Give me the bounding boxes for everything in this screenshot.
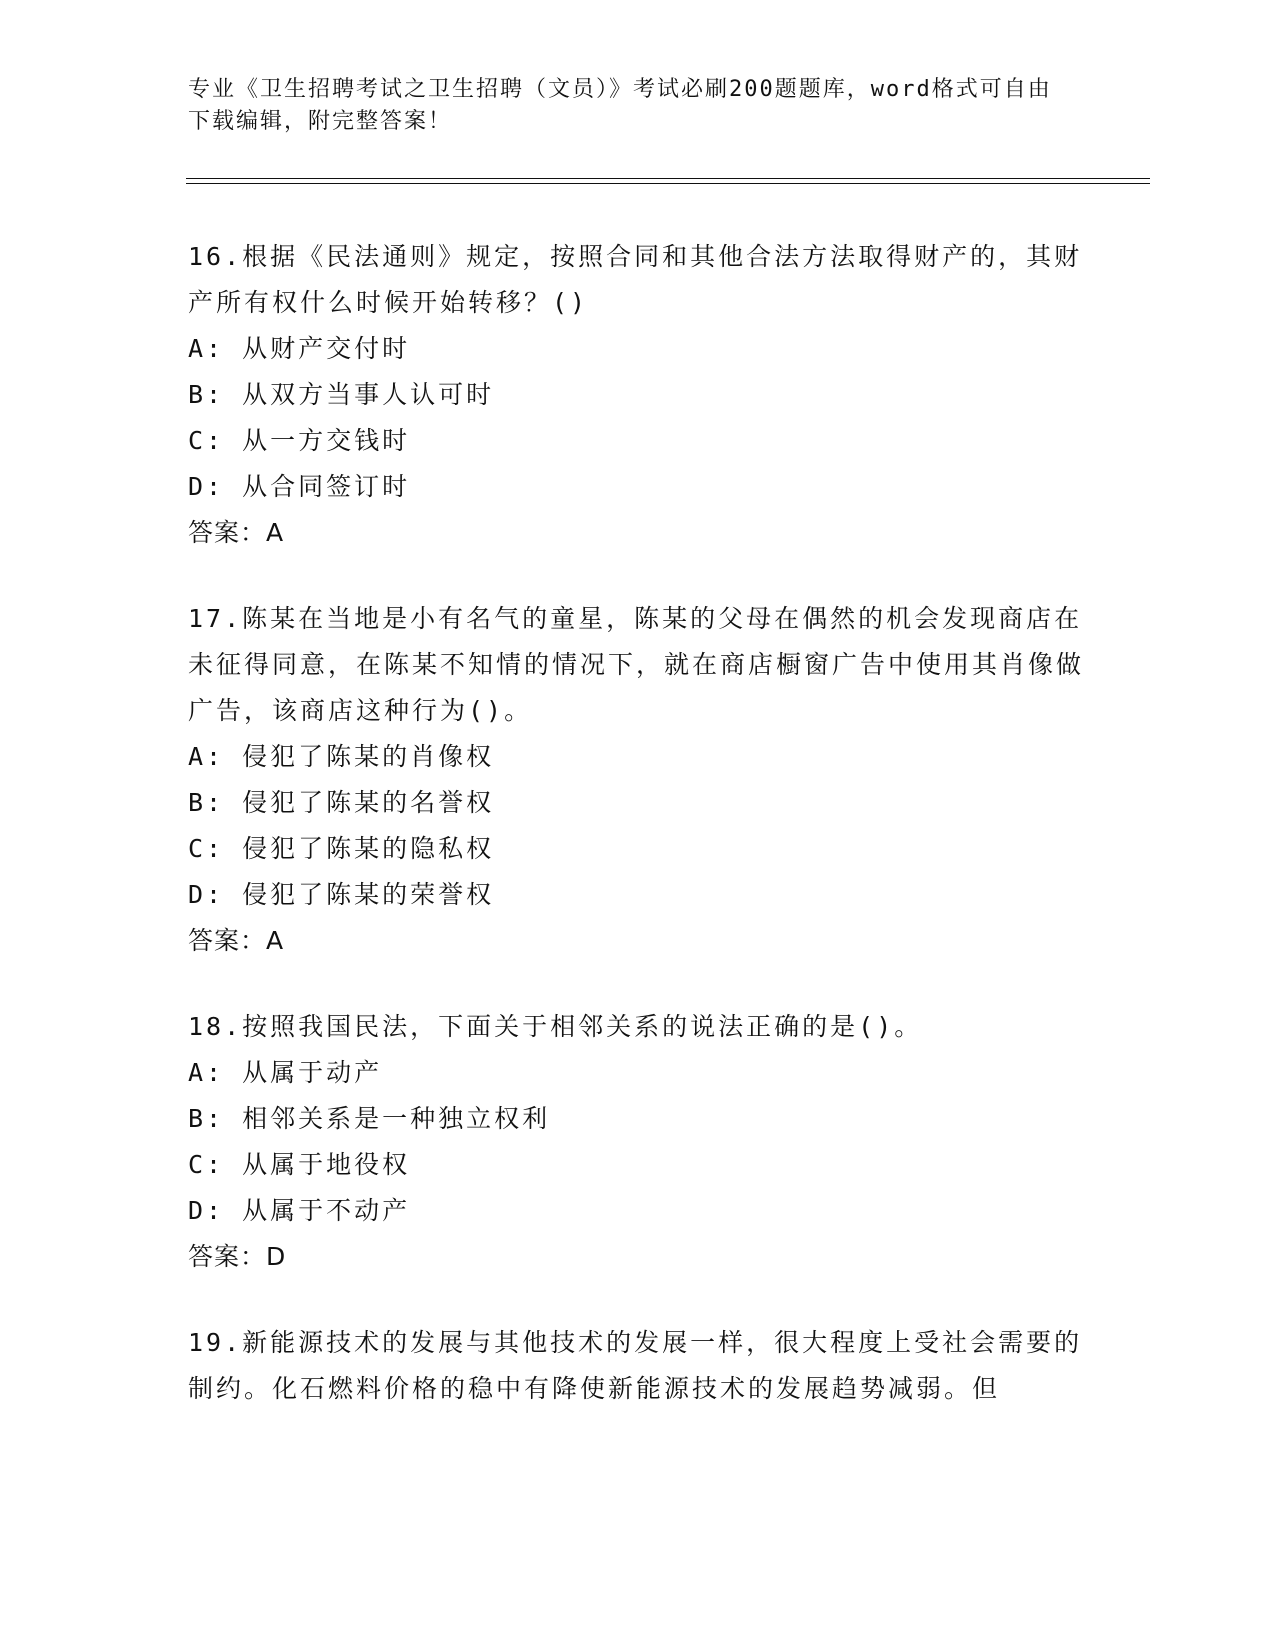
option-b: B: 从双方当事人认可时 bbox=[188, 380, 495, 409]
answer-line: 答案：A bbox=[188, 518, 285, 547]
header-rule-bottom bbox=[186, 183, 1150, 184]
question-stem: 17.陈某在当地是小有名气的童星，陈某的父母在偶然的机会发现商店在未征得同意，在陈某不知情的情况下，就在商店橱窗广告中使用其肖像做广告，该商店这种行为()。 bbox=[188, 604, 1085, 725]
option-d: D: 从合同签订时 bbox=[188, 472, 411, 501]
answer-line: 答案：D bbox=[188, 1242, 287, 1271]
header-rule-top bbox=[186, 178, 1150, 179]
document-header-title: 专业《卫生招聘考试之卫生招聘（文员）》考试必刷200题题库，word格式可自由下载编辑，附完整答案！ bbox=[188, 77, 1052, 134]
option-b: B: 相邻关系是一种独立权利 bbox=[188, 1104, 551, 1133]
question-17 bbox=[188, 596, 1088, 964]
option-c: C: 从属于地役权 bbox=[188, 1150, 411, 1179]
question-stem: 18.按照我国民法，下面关于相邻关系的说法正确的是()。 bbox=[188, 1012, 923, 1041]
option-c: C: 侵犯了陈某的隐私权 bbox=[188, 834, 495, 863]
option-a: A: 侵犯了陈某的肖像权 bbox=[188, 742, 495, 771]
option-d: D: 侵犯了陈某的荣誉权 bbox=[188, 880, 495, 909]
question-stem: 16.根据《民法通则》规定，按照合同和其他合法方法取得财产的，其财产所有权什么时候开始转移？() bbox=[188, 242, 1083, 317]
question-18 bbox=[188, 1004, 1088, 1280]
question-stem: 19.新能源技术的发展与其他技术的发展一样，很大程度上受社会需要的制约。化石燃料价格的稳中有降使新能源技术的发展趋势减弱。但 bbox=[188, 1328, 1083, 1403]
question-19 bbox=[188, 1320, 1088, 1412]
option-c: C: 从一方交钱时 bbox=[188, 426, 411, 455]
option-d: D: 从属于不动产 bbox=[188, 1196, 411, 1225]
option-a: A: 从属于动产 bbox=[188, 1058, 383, 1087]
option-b: B: 侵犯了陈某的名誉权 bbox=[188, 788, 495, 817]
option-a: A: 从财产交付时 bbox=[188, 334, 411, 363]
question-16 bbox=[188, 234, 1088, 556]
answer-line: 答案：A bbox=[188, 926, 285, 955]
